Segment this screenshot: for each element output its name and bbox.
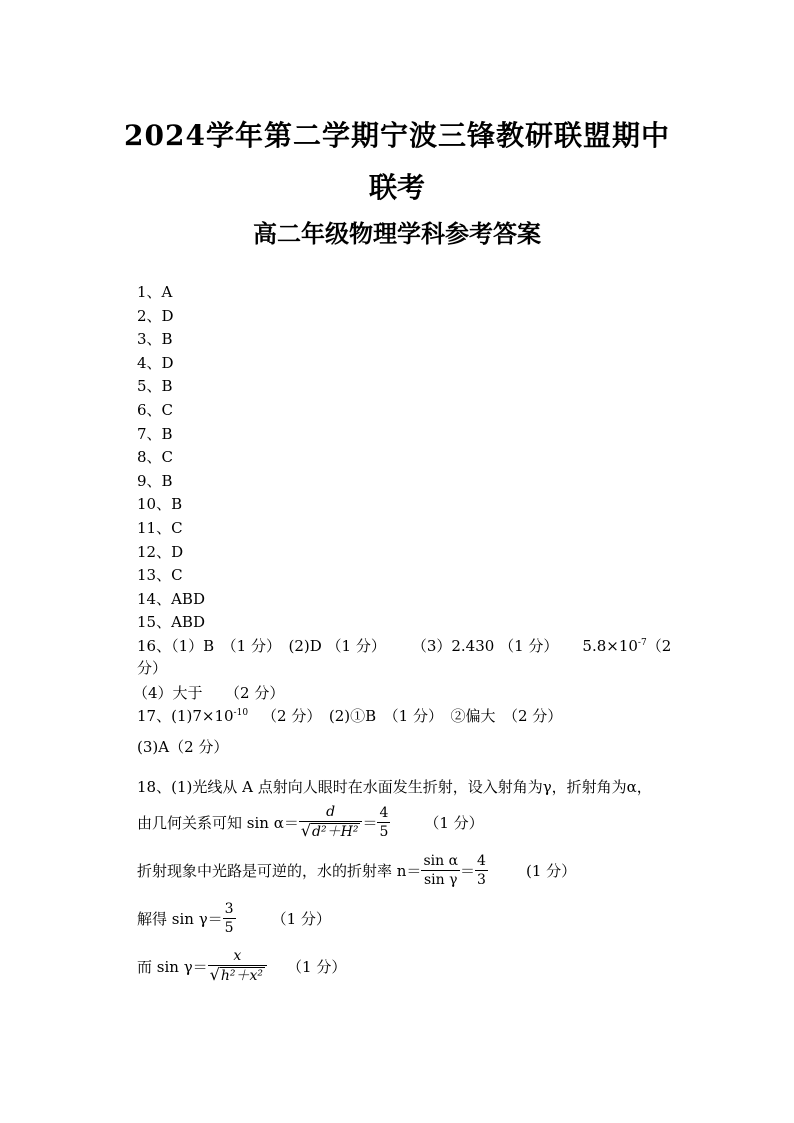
q17-line1 [137,706,562,726]
answer-item: 4、D [137,353,174,372]
q16-line2: 分） [137,659,168,677]
fraction [299,804,363,841]
score: （1 分） [271,910,331,928]
numerator: x [233,948,242,964]
fraction [223,901,236,937]
q18-l1-text: 由几何关系可知 sin α＝ [137,813,299,832]
page-title: 2024学年第二学期宁波三锋教研联盟期中 [124,119,670,152]
q16-part-d: （2 [646,637,672,655]
denominator: d²＋H² [312,824,359,840]
q18-l2-text: 折射现象中光路是可逆的，水的折射率 n＝ [137,862,422,880]
answer-item: 12、D [137,542,184,561]
fraction [475,853,488,889]
q18-formula-3 [137,901,331,937]
page-subtitle: 高二年级物理学科参考答案 [253,219,541,248]
sqrt-icon: √ [209,965,220,984]
denominator: h²＋x² [220,968,264,984]
fraction [208,948,267,985]
denominator: 5 [224,920,234,936]
answer-item: 8、C [137,448,174,467]
answer-item: 9、B [137,471,173,490]
numerator: 3 [224,901,234,917]
answer-item: 10、B [137,495,183,514]
q17-part-b: （2 分） (2)①B （1 分） ②偏大 （2 分） [262,707,563,725]
q18-l4-text: 而 sin γ＝ [137,957,208,976]
numerator: 4 [379,804,389,821]
score: （1 分） [424,813,484,832]
q18-formula-1 [137,804,484,841]
numerator: 4 [477,853,486,869]
sqrt-icon: √ [300,821,312,840]
equals-sign: ＝ [460,862,476,880]
fraction [377,805,390,841]
denominator: 3 [477,872,486,888]
q18-formula-4 [137,948,346,985]
q17-part-a: 17、(1)7×10 [137,707,234,725]
q18-formula-2 [137,853,576,889]
denominator: sin γ [423,872,458,888]
equals-sign: ＝ [362,813,378,832]
answer-item: 14、ABD [137,589,205,608]
score: (1 分） [525,862,577,880]
answer-item: 5、B [137,377,173,396]
denominator: 5 [379,823,389,840]
answer-item: 6、C [137,400,174,419]
q18-intro: 18、(1)光线从 A 点射向人眼时在水面发生折射，设入射角为γ，折射角为α， [137,778,652,796]
page-title-continued: 联考 [368,171,425,204]
numerator: d [326,804,336,820]
q17-line2: (3)A（2 分） [137,738,229,756]
q16-exponent: -7 [637,638,647,648]
q16-line1 [137,636,671,656]
answer-item: 11、C [137,518,183,537]
fraction [421,853,460,889]
answer-item: 7、B [137,424,173,443]
q16-part-b: （3）2.430 （1 分） [411,637,559,655]
q17-exponent: -10 [233,708,249,718]
answer-item: 3、B [137,330,173,349]
answer-item: 2、D [137,306,174,325]
q18-l3-text: 解得 sin γ＝ [137,910,223,928]
q16-part-c: 5.8×10 [582,637,638,655]
answer-list [137,281,205,635]
q16-part-a: 16、（1）B （1 分） (2)D （1 分） [137,637,386,655]
answer-item: 13、C [137,566,183,585]
numerator: sin α [423,853,459,869]
q16-line3: （4）大于 （2 分） [133,684,285,702]
answer-item: 1、A [137,283,173,301]
score: （1 分） [287,957,347,976]
answer-item: 15、ABD [137,613,205,632]
